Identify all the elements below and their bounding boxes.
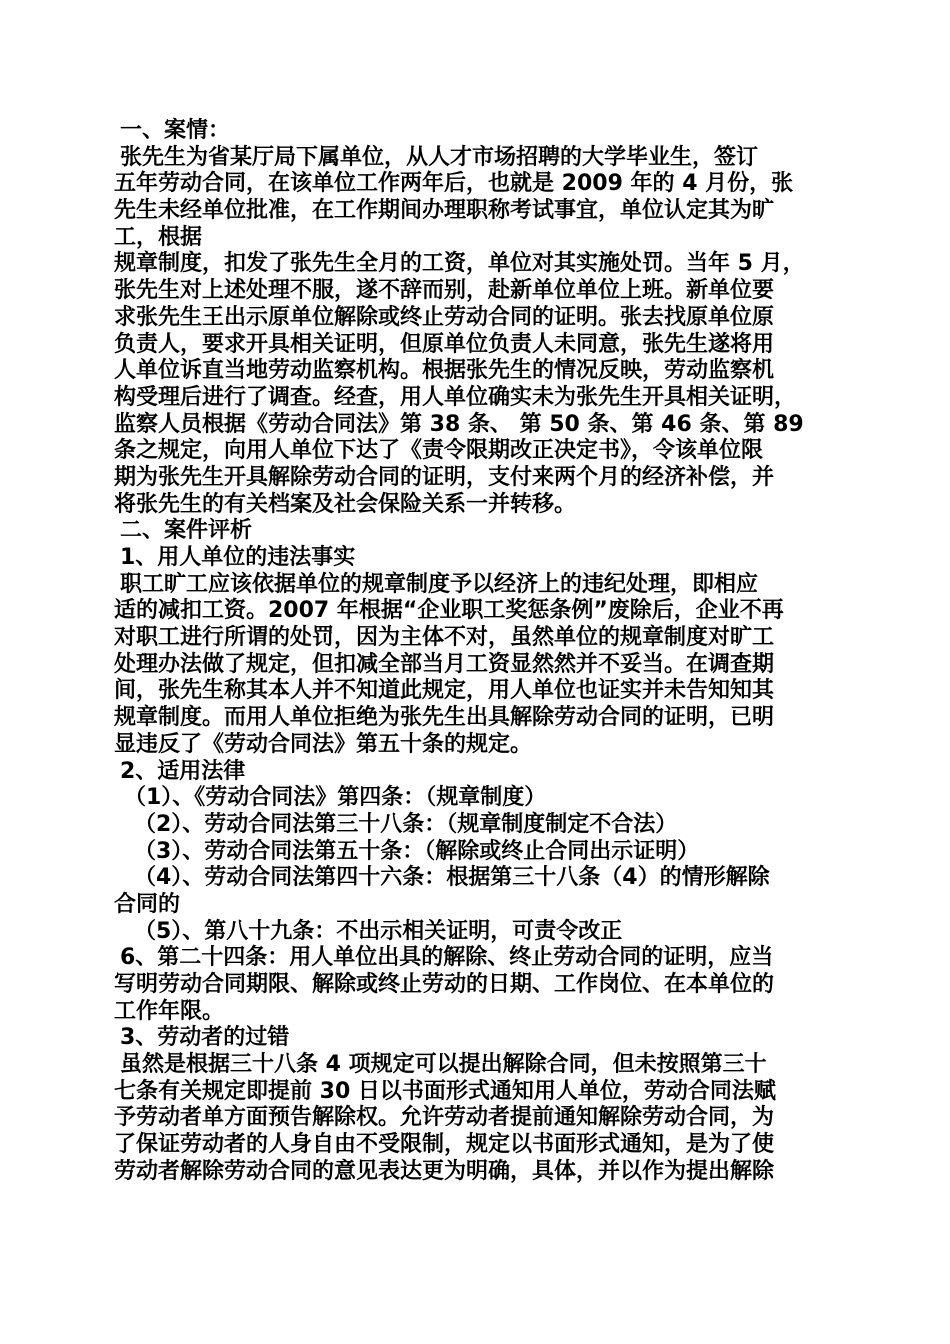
paragraph-line: 将张先生的有关档案及社会保险关系一并转移。: [114, 491, 577, 517]
paragraph-line: 适的减扣工资。2007 年根据“企业职工奖惩条例”废除后，企业不再: [114, 598, 784, 624]
paragraph-line: 显违反了《劳动合同法》第五十条的规定。: [114, 731, 533, 757]
paragraph-line: 张先生对上述处理不服，遂不辞而别，赴新单位单位上班。新单位要: [114, 278, 775, 304]
paragraph-line: 负责人，要求开具相关证明，但原单位负责人未同意，张先生遂将用: [114, 331, 775, 357]
paragraph-line: 职工旷工应该依据单位的规章制度予以经济上的违纪处理，即相应: [120, 571, 759, 597]
law-list-item: （5）、第八十九条：不出示相关证明，可责令改正: [134, 918, 623, 944]
law-list-item: 6、第二十四条：用人单位出具的解除、终止劳动合同的证明，应当: [120, 945, 774, 971]
paragraph-line: 张先生为省某厅局下属单位，从人才市场招聘的大学毕业生，签订: [120, 144, 759, 170]
paragraph-line: 人单位诉直当地劳动监察机构。根据张先生的情况反映，劳动监察机: [114, 358, 775, 384]
paragraph-line: 间，张先生称其本人并不知道此规定，用人单位也证实并未告知知其: [114, 678, 775, 704]
paragraph-line: 处理办法做了规定，但扣减全部当月工资显然然并不妥当。在调查期: [114, 651, 775, 677]
paragraph-line: 了保证劳动者的人身自由不受限制，规定以书面形式通知，是为了使: [114, 1132, 775, 1158]
paragraph-line: 对职工进行所谓的处罚，因为主体不对，虽然单位的规章制度对旷工: [114, 625, 775, 651]
subsection-heading: 1、用人单位的违法事实: [120, 545, 356, 570]
section-heading: 二、案件评析: [120, 518, 253, 544]
document-body: [114, 118, 840, 1186]
law-list-item: （4）、劳动合同法第四十六条：根据第三十八条（4）的情形解除: [134, 865, 770, 891]
law-list-item: （3）、劳动合同法第五十条：（解除或终止合同出示证明）: [134, 838, 700, 864]
law-list-item-continued: 合同的: [114, 891, 181, 917]
paragraph-line: 条之规定，向用人单位下达了《责令限期改正决定书》，令该单位限: [114, 438, 764, 464]
paragraph-line: 监察人员根据《劳动合同法》第 38 条、 第 50 条、第 46 条、第 89: [114, 411, 804, 437]
law-list-item: （2）、劳动合同法第三十八条：（规章制度制定不合法）: [134, 811, 678, 837]
paragraph-line: 规章制度。而用人单位拒绝为张先生出具解除劳动合同的证明，已明: [114, 705, 775, 731]
paragraph-line: 予劳动者单方面预告解除权。允许劳动者提前通知解除劳动合同，为: [114, 1105, 775, 1131]
paragraph-line: 求张先生王出示原单位解除或终止劳动合同的证明。张去找原单位原: [114, 304, 775, 330]
paragraph-line: 构受理后进行了调查。经查，用人单位确实未为张先生开具相关证明，: [114, 384, 797, 410]
paragraph-line: 虽然是根据三十八条 4 项规定可以提出解除合同，但未按照第三十: [120, 1052, 767, 1078]
paragraph-line: 工作年限。: [114, 998, 225, 1024]
section-heading: 一、案情：: [120, 118, 231, 143]
law-list-item: （1）、《劳动合同法》第四条：（规章制度）: [124, 785, 547, 811]
paragraph-line: 劳动者解除劳动合同的意见表达更为明确，具体，并以作为提出解除: [114, 1158, 775, 1184]
subsection-heading: 2、适用法律: [120, 758, 246, 784]
paragraph-line: 规章制度，扣发了张先生全月的工资，单位对其实施处罚。当年 5 月，: [114, 251, 805, 277]
paragraph-line: 五年劳动合同，在该单位工作两年后，也就是 2009 年的 4 月份，张: [114, 171, 794, 197]
paragraph-line: 工，根据: [114, 224, 203, 250]
paragraph-line: 期为张先生开具解除劳动合同的证明，支付来两个月的经济补偿，并: [114, 464, 775, 490]
paragraph-line: 写明劳动合同期限、解除或终止劳动的日期、工作岗位、在本单位的: [114, 972, 775, 997]
paragraph-line: 七条有关规定即提前 30 日以书面形式通知用人单位，劳动合同法赋: [114, 1078, 776, 1104]
subsection-heading: 3、劳动者的过错: [120, 1025, 290, 1051]
paragraph-line: 先生未经单位批准，在工作期间办理职称考试事宜，单位认定其为旷: [114, 198, 775, 224]
